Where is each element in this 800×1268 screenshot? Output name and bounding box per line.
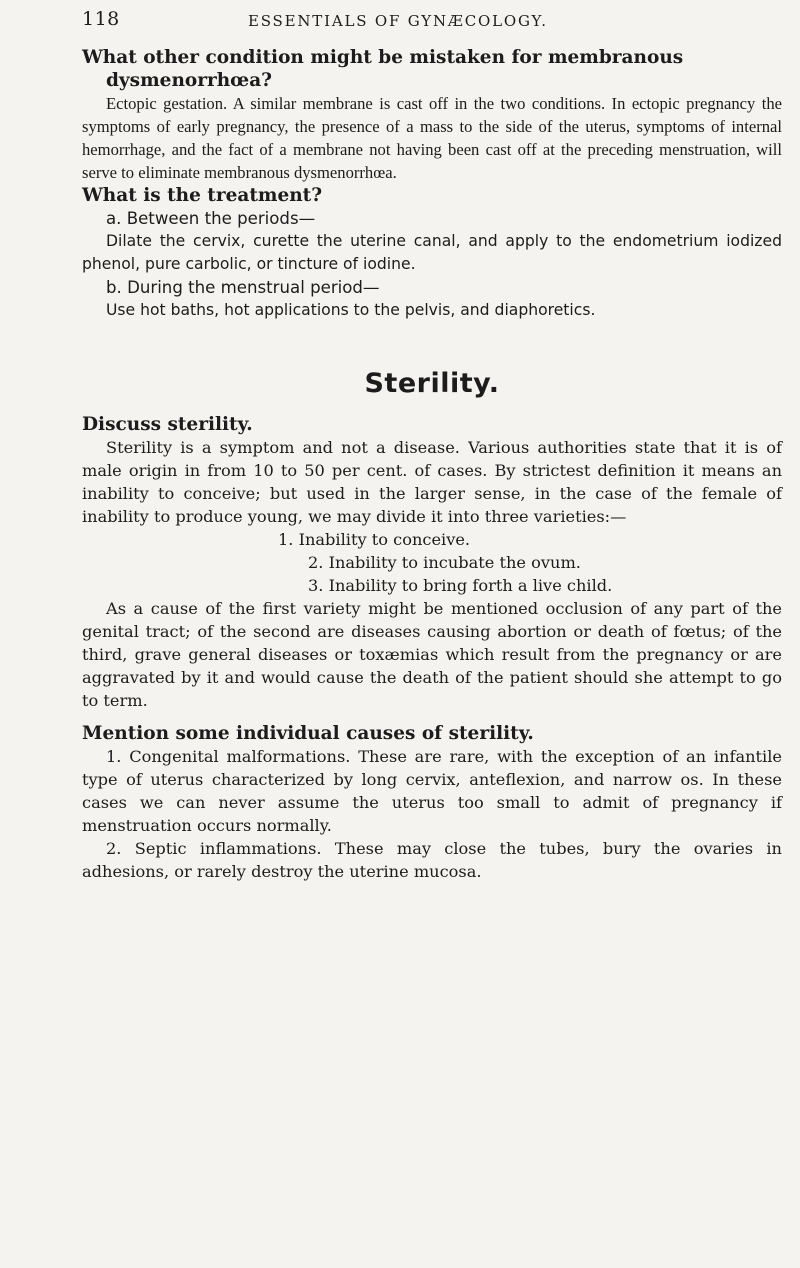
sterility-causes: As a cause of the first variety might be mentioned occlusion of any part of the genital tract; of the second are diseases causing abortion or death of fœtus; of the third, grave general diseases or toxæmias which result from the pregnancy or are aggravated by it and would cause the death of the patient should she attempt to go to term.	[82, 599, 782, 710]
variety-1: 1. Inability to conceive.	[278, 530, 471, 549]
question-line-2: dysmenorrhœa?	[106, 70, 273, 91]
treatment-b-text: Use hot baths, hot applications to the pelvis, and diaphoretics.	[106, 301, 596, 319]
answer-ectopic-gestation: Ectopic gestation. A similar membrane is cast off in the two conditions. In ectopic pregnancy the symptoms of early pregnancy, the presence of a mass to the side of the uterus, symptoms of internal hemorrhage, and the fact of a membrane not having been cast off at the preceding menstruation, will serve to eliminate membranous dysmenorrhœa.	[82, 94, 782, 182]
question-membranous-dysmenorrhoea	[82, 46, 782, 92]
section-title-sterility: Sterility.	[364, 368, 500, 399]
question-individual-causes: Mention some individual causes of sterility.	[82, 723, 534, 744]
page-content	[82, 46, 782, 883]
running-head: ESSENTIALS OF GYNÆCOLOGY.	[248, 12, 548, 30]
cause-congenital-malformations: 1. Congenital malformations. These are rare, with the exception of an infantile type of uterus characterized by long cervix, anteflexion, and narrow os. In these cases we can never assume the uterus too small to admit of pregnancy if menstruation occurs normally.	[82, 747, 782, 835]
variety-2: 2. Inability to incubate the ovum.	[308, 553, 581, 572]
variety-3: 3. Inability to bring forth a live child.	[308, 576, 613, 595]
page-number: 118	[82, 8, 120, 30]
question-line-1: What other condition might be mistaken for membranous	[82, 47, 684, 68]
sterility-intro: Sterility is a symptom and not a disease. Various authorities state that it is of male origin in from 10 to 50 per cent. of cases. By strictest definition it means an inability to conceive; but used in the larger sense, in the case of the female of inability to produce young, we may divide it into three varieties:—	[82, 438, 782, 526]
treatment-b-label: b. During the menstrual period—	[106, 278, 380, 297]
question-discuss-sterility: Discuss sterility.	[82, 414, 253, 435]
page-header	[82, 8, 782, 34]
treatment-a-text: Dilate the cervix, curette the uterine canal, and apply to the endometrium iodized phenol, pure carbolic, or tincture of iodine.	[82, 232, 782, 273]
question-treatment: What is the treatment?	[82, 185, 323, 206]
treatment-a-label: a. Between the periods—	[106, 209, 316, 228]
cause-septic-inflammations: 2. Septic inflammations. These may close the tubes, bury the ovaries in adhesions, or rarely destroy the uterine mucosa.	[82, 839, 782, 881]
